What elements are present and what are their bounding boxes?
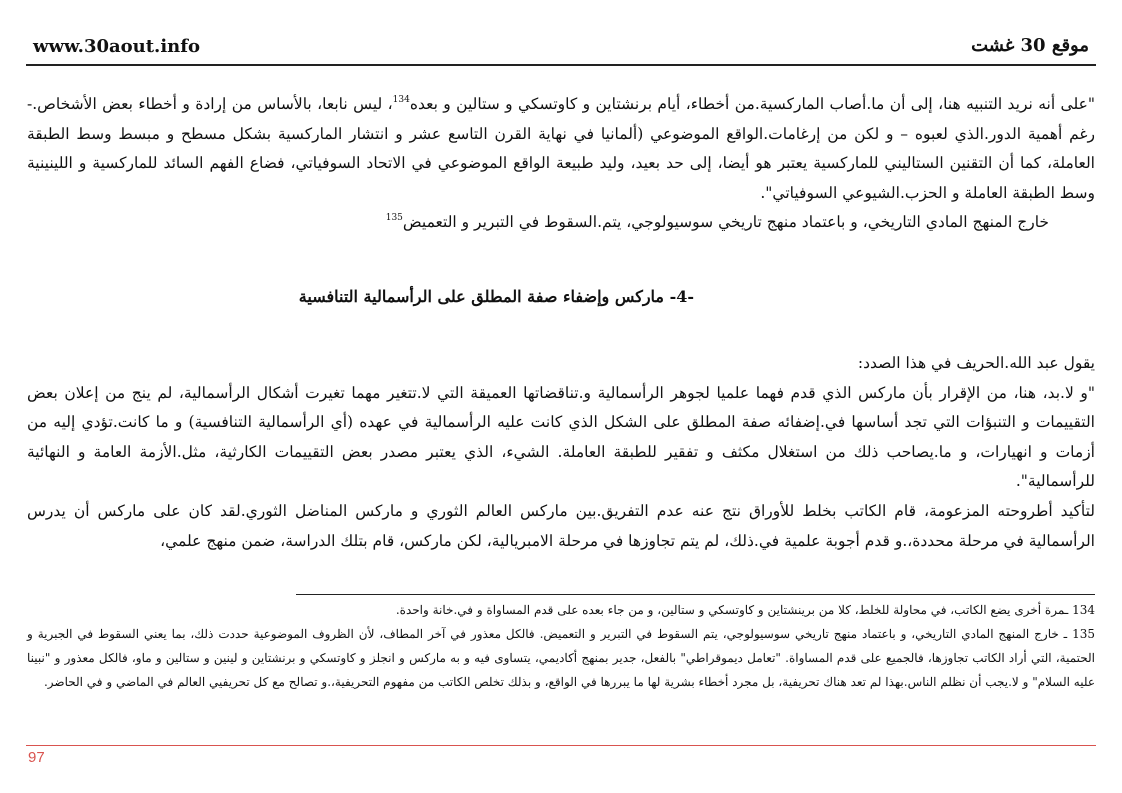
quote-text: "على أنه نريد التنبيه هنا، إلى أن ما.أصاب الماركسية.من أخطاء، أيام برنشتاين و كاوتسكي و ستالين و بعده [409,95,1095,113]
footnote-ref-135[interactable]: 135 [385,213,403,224]
main-text-block [27,90,1095,238]
section-heading: -4- ماركس وإضفاء صفة المطلق على الرأسمالية التنافسية [298,287,694,306]
quote-paragraph-2: "و لا.بد، هنا، من الإقرار بأن ماركس الذي قدم فهما علميا لجوهر الرأسمالية و.تناقضاتها العميقة التي لا.تتغير مهما تغيرت أشكال الرأسمالية، لم ينج من إعلان بعض التقييمات و التنبؤات التي تجد أساسها في.إضفائه صفة المطلق على الشكل الذي كانت عليه الرأسمالية في عهده (أي الرأسمالية التنافسية) و ما كانت.تؤدي إليه من أزمات و انهيارات، و ما.يصاحب ذلك من استغلال مكثف و تفقير للطبقة العاملة. الشيء، الذي يعتبر مصدر بعض التقييمات الكارثية، مثل.الأزمة العامة و النهائية للرأسمالية". [27,383,1095,491]
footnote-divider [296,594,1095,595]
intro-paragraph: يقول عبد الله.الحريف في هذا الصدد: [857,354,1095,372]
quote-paragraph [27,90,1095,208]
site-url: www.30aout.info [33,36,201,57]
quote-text-continued: ، ليس نابعا، بالأساس من إرادة و أخطاء بعض الأشخاص.- رغم أهمية الدور.الذي لعبوه – و لكن من إرغامات.الواقع الموضوعي (ألمانيا في نهاية القرن التاسع عشر و انتشار الماركسية بشكل مسطح و مبسط وسط الطبقة العاملة، كما أن التقنين الستاليني للماركسية يعتبر هو أيضا، إلى حد بعيد، وليد طبيعة الواقع الموضوعي في الاتحاد السوفياتي، فضاع الفهم السائد للماركسية و اللينينية وسط الطبقة العاملة و الحزب.الشيوعي السوفياتي". [27,95,1095,202]
footnote-134: 134 ـمرة أخرى يضع الكاتب، في محاولة للخلط، كلا من برينشتاين و كاوتسكي و ستالين، و من جاء بعده على قدم المساواة و في.خانة واحدة. [395,603,1095,617]
header-divider [26,64,1096,66]
analysis-paragraph: لتأكيد أطروحته المزعومة، قام الكاتب بخلط للأوراق نتج عنه عدم التفريق.بين ماركس العالم الثوري و ماركس المناضل الثوري.لقد كان على ماركس أن يدرس الرأسمالية في مرحلة محددة،.و قدم أجوبة علمية في.ذلك، لم يتم تجاوزها في مرحلة الامبريالية، لكن ماركس، قام بتلك الدراسة، ضمن منهج علمي، [27,501,1095,550]
footnote-135: 135 ـ خارج المنهج المادي التاريخي، و باعتماد منهج تاريخي سوسيولوجي، يتم السقوط في التبرير و التعميض. فالكل معذور في آخر المطاف، لأن الظروف الموضوعية حددت ذلك، بما يعني السقوط في الجبرية و الحتمية، التي أراد الكاتب تجاوزها، فالجميع على قدم المساواة. "تعامل ديموقراطي" بالفعل، جدير بمنهج أكاديمي، يتساوى فيه و به ماركس و انجلز و كاوتسكي و برنشتاين و لينين و ستالين و ماو، فالكل معذور و "نبينا عليه السلام" و لا.يجب أن نظلم الناس.بهذا لم تعد هناك تحريفية، بل مجرد أخطاء بشرية لها ما يبررها في الواقع، و بذلك تخلص الكاتب من مفهوم التحريفية،.و تصالح مع كل تحريفيي العالم في الماضي و في الحاضر. [27,627,1095,689]
commentary-paragraph [27,208,1095,238]
commentary-text: خارج المنهج المادي التاريخي، و باعتماد منهج تاريخي سوسيولوجي، يتم.السقوط في التبرير و التعميض [402,213,1049,232]
footnote-ref-134[interactable]: 134 [392,95,410,105]
footer-divider [26,745,1096,746]
footnotes [27,598,1095,694]
section-text-block [27,349,1095,556]
page-number: 97 [28,749,45,766]
site-title: موقع 30 غشت [971,35,1089,56]
